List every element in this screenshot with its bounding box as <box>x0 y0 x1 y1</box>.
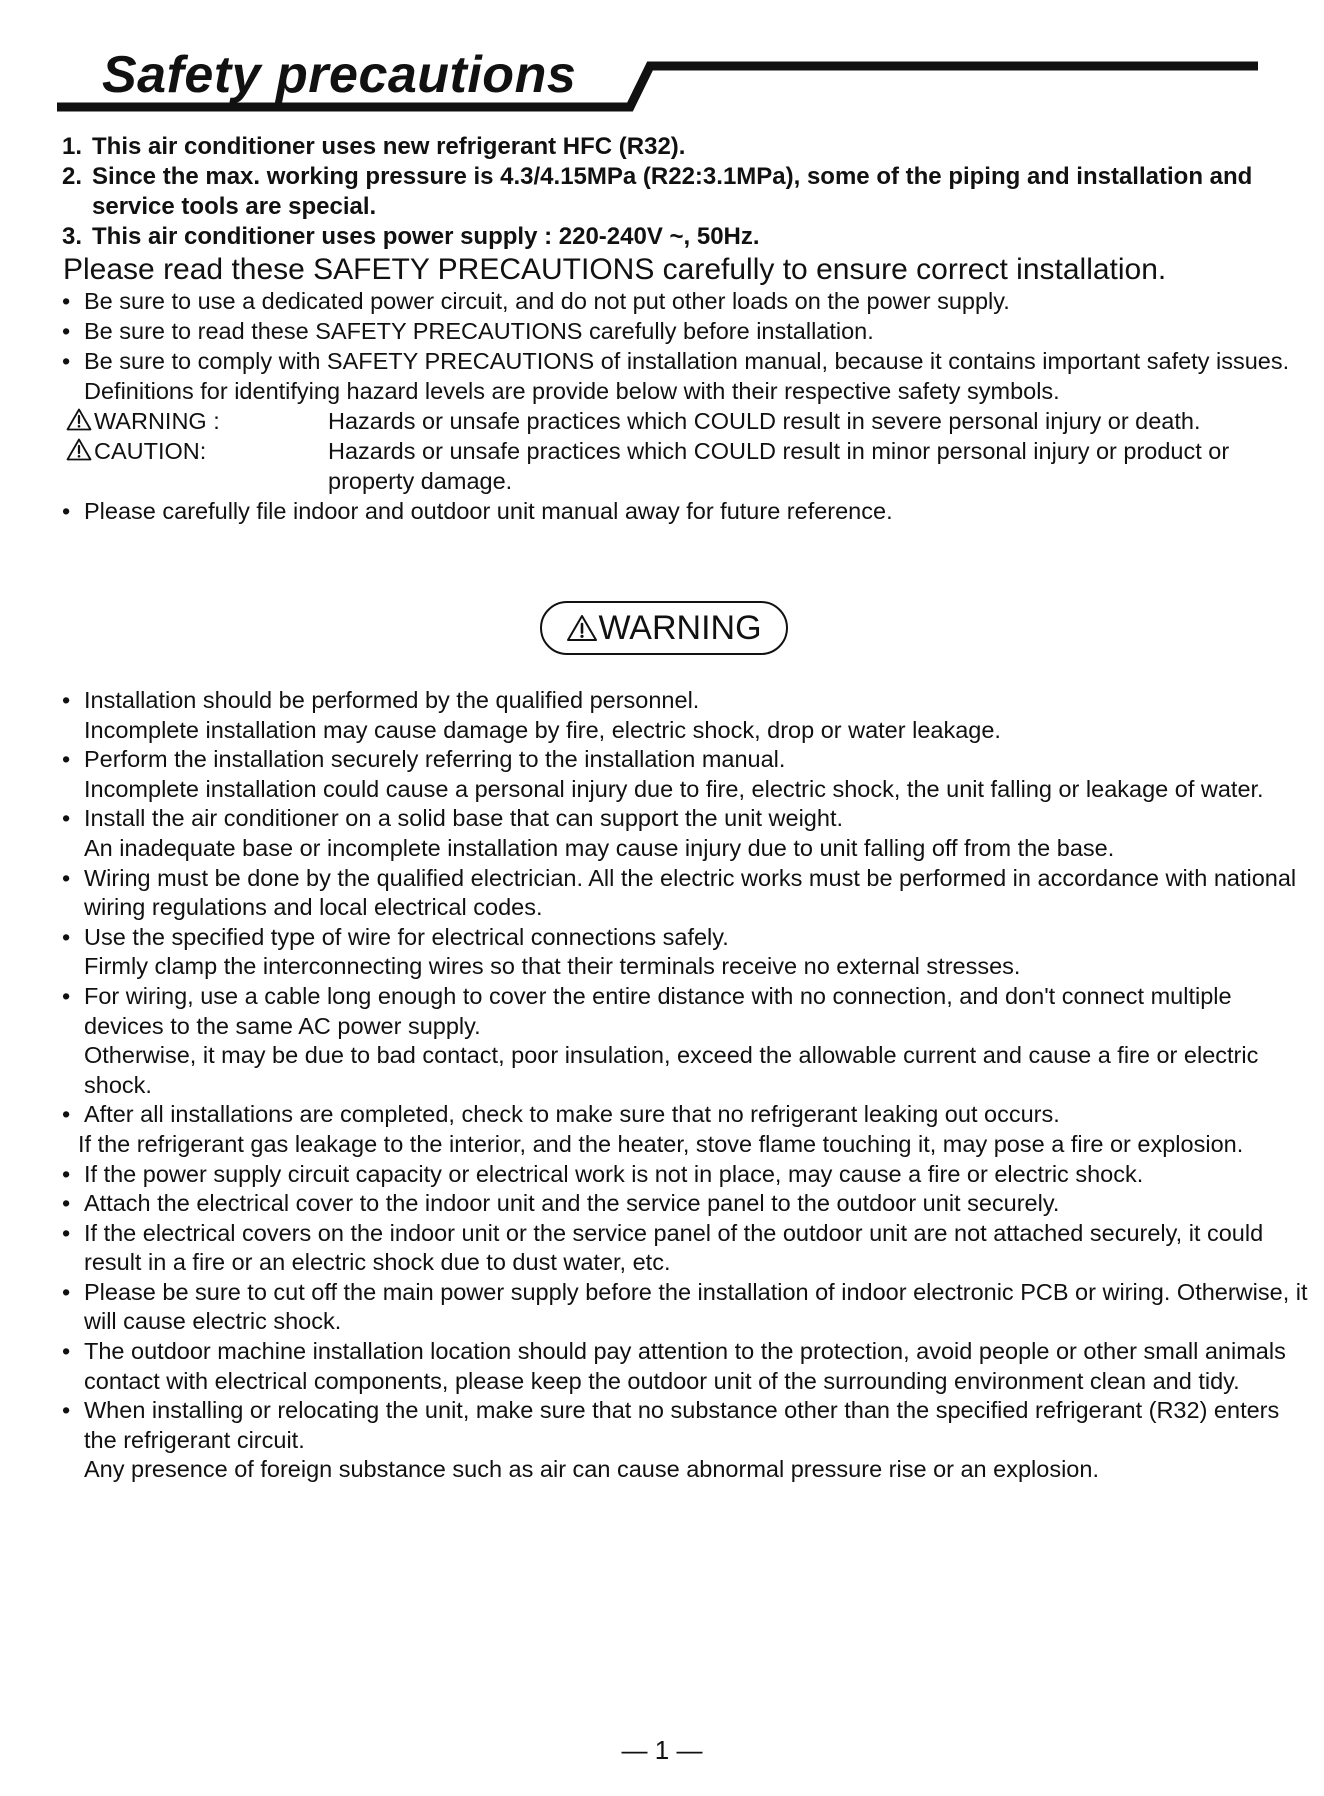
item-text: Wiring must be done by the qualified electrician. All the electric works must be performed in accordance with national wiring regulations and local electrical codes. <box>84 864 1297 921</box>
list-item <box>62 804 1312 863</box>
spec-number: 3. <box>62 223 83 250</box>
intro-list <box>62 286 1292 526</box>
item-detail: Any presence of foreign substance such as air can cause abnormal pressure rise or an explosion. <box>84 1456 1099 1483</box>
item-detail: Incomplete installation could cause a personal injury due to fire, electric shock, the unit falling or leakage of water. <box>84 775 1264 802</box>
item-text: Perform the installation securely referring to the installation manual. <box>84 746 786 773</box>
item-text: Use the specified type of wire for electrical connections safely. <box>84 923 729 950</box>
bullet-dot: • <box>62 1338 71 1365</box>
item-detail: An inadequate base or incomplete installation may cause injury due to unit falling off from the base. <box>84 834 1115 861</box>
item-text: When installing or relocating the unit, make sure that no substance other than the specified refrigerant (R32) enters the refrigerant circuit. <box>84 1397 1280 1453</box>
caution-triangle-icon <box>66 438 92 461</box>
bullet-dot: • <box>62 805 71 832</box>
bullet-dot: • <box>62 288 71 314</box>
item-text: Be sure to comply with SAFETY PRECAUTIONS of installation manual, because it contains important safety issues. Definitions for identifying hazard levels are provide below with their respective safety symbols. <box>84 348 1290 404</box>
list-item <box>62 1160 1312 1190</box>
bullet-dot: • <box>62 923 71 950</box>
item-text: Install the air conditioner on a solid base that can support the unit weight. <box>84 805 843 832</box>
spec-text: This air conditioner uses new refrigerant HFC (R32). <box>92 133 686 160</box>
item-text: Attach the electrical cover to the indoor unit and the service panel to the outdoor unit securely. <box>84 1190 1060 1217</box>
bullet-dot: • <box>62 864 71 891</box>
spec-list <box>62 132 1262 252</box>
lead-instruction: Please read these SAFETY PRECAUTIONS carefully to ensure correct installation. <box>63 253 1167 286</box>
list-item <box>62 286 1292 316</box>
warning-definition-text: Hazards or unsafe practices which COULD result in severe personal injury or death. <box>328 408 1201 434</box>
list-item <box>62 1278 1312 1337</box>
item-text: Be sure to read these SAFETY PRECAUTIONS carefully before installation. <box>84 318 874 344</box>
bullet-dot: • <box>62 1397 71 1424</box>
caution-label: CAUTION: <box>94 438 207 464</box>
spec-item <box>62 162 1262 222</box>
bullet-dot: • <box>62 1190 71 1217</box>
bullet-dot: • <box>62 318 71 344</box>
warning-definition <box>62 406 1292 436</box>
list-item <box>62 1337 1312 1396</box>
item-text: Please be sure to cut off the main power supply before the installation of indoor electronic PCB or wiring. Otherwise, it will cause electric shock. <box>84 1278 1308 1335</box>
bullet-dot: • <box>62 982 71 1009</box>
bullet-dot: • <box>62 1101 71 1128</box>
spec-item <box>62 132 1262 162</box>
warning-heading <box>540 601 788 655</box>
bullet-dot: • <box>62 687 71 713</box>
bullet-dot: • <box>62 746 71 773</box>
item-detail: If the refrigerant gas leakage to the interior, and the heater, stove flame touching it, may pose a fire or explosion. <box>78 1130 1244 1157</box>
page-title: Safety precautions <box>102 46 577 104</box>
warning-list <box>62 686 1312 1485</box>
spec-text: Since the max. working pressure is 4.3/4.15MPa (R22:3.1MPa), some of the piping and installation and service tools are special. <box>92 163 1253 220</box>
bullet-dot: • <box>62 498 71 524</box>
item-text: For wiring, use a cable long enough to cover the entire distance with no connection, and don't connect multiple devices to the same AC power supply. <box>84 982 1232 1039</box>
list-item <box>62 686 1312 745</box>
list-item <box>62 316 1292 346</box>
warning-triangle-icon <box>566 614 598 642</box>
bullet-dot: • <box>62 1219 71 1246</box>
caution-definition-text: Hazards or unsafe practices which COULD result in minor personal injury or product or property damage. <box>328 438 1230 494</box>
list-item <box>62 496 1292 526</box>
item-text: Please carefully file indoor and outdoor unit manual away for future reference. <box>84 498 893 524</box>
item-detail: Incomplete installation may cause damage by fire, electric shock, drop or water leakage. <box>84 716 1001 743</box>
warning-label: WARNING : <box>94 408 220 434</box>
item-text: Installation should be performed by the qualified personnel. <box>84 687 700 713</box>
bullet-dot: • <box>62 1160 71 1187</box>
item-text: If the power supply circuit capacity or electrical work is not in place, may cause a fire or electric shock. <box>84 1160 1144 1187</box>
caution-tag <box>66 436 206 466</box>
bullet-dot: • <box>62 348 71 374</box>
item-text: After all installations are completed, check to make sure that no refrigerant leaking out occurs. <box>84 1101 1060 1128</box>
spec-item <box>62 222 1262 252</box>
item-text: If the electrical covers on the indoor unit or the service panel of the outdoor unit are not attached securely, it could result in a fire or an electric shock due to dust water, etc. <box>84 1219 1264 1276</box>
warning-tag <box>66 406 220 436</box>
item-detail: Otherwise, it may be due to bad contact, poor insulation, exceed the allowable current and cause a fire or electric shock. <box>84 1042 1259 1098</box>
list-item <box>62 1396 1312 1485</box>
list-item <box>62 1219 1312 1278</box>
item-text: Be sure to use a dedicated power circuit, and do not put other loads on the power supply. <box>84 288 1010 314</box>
page-number: — 1 — <box>621 1735 703 1765</box>
caution-definition <box>62 436 1292 496</box>
spec-number: 2. <box>62 163 83 190</box>
warning-triangle-icon <box>66 408 92 431</box>
list-item <box>62 864 1312 923</box>
list-item <box>62 346 1292 406</box>
list-item <box>62 1100 1312 1159</box>
bullet-dot: • <box>62 1278 71 1305</box>
item-text: The outdoor machine installation location should pay attention to the protection, avoid people or other small animals contact with electrical components, please keep the outdoor unit of the surrounding environment clean and tidy. <box>84 1338 1286 1394</box>
list-item <box>62 982 1312 1100</box>
list-item <box>62 745 1312 804</box>
list-item <box>62 923 1312 982</box>
spec-text: This air conditioner uses power supply : 220-240V ~, 50Hz. <box>92 223 760 250</box>
item-detail: Firmly clamp the interconnecting wires so that their terminals receive no external stresses. <box>84 953 1021 980</box>
spec-number: 1. <box>62 133 83 160</box>
list-item <box>62 1189 1312 1219</box>
warning-heading-text: WARNING <box>598 609 762 647</box>
